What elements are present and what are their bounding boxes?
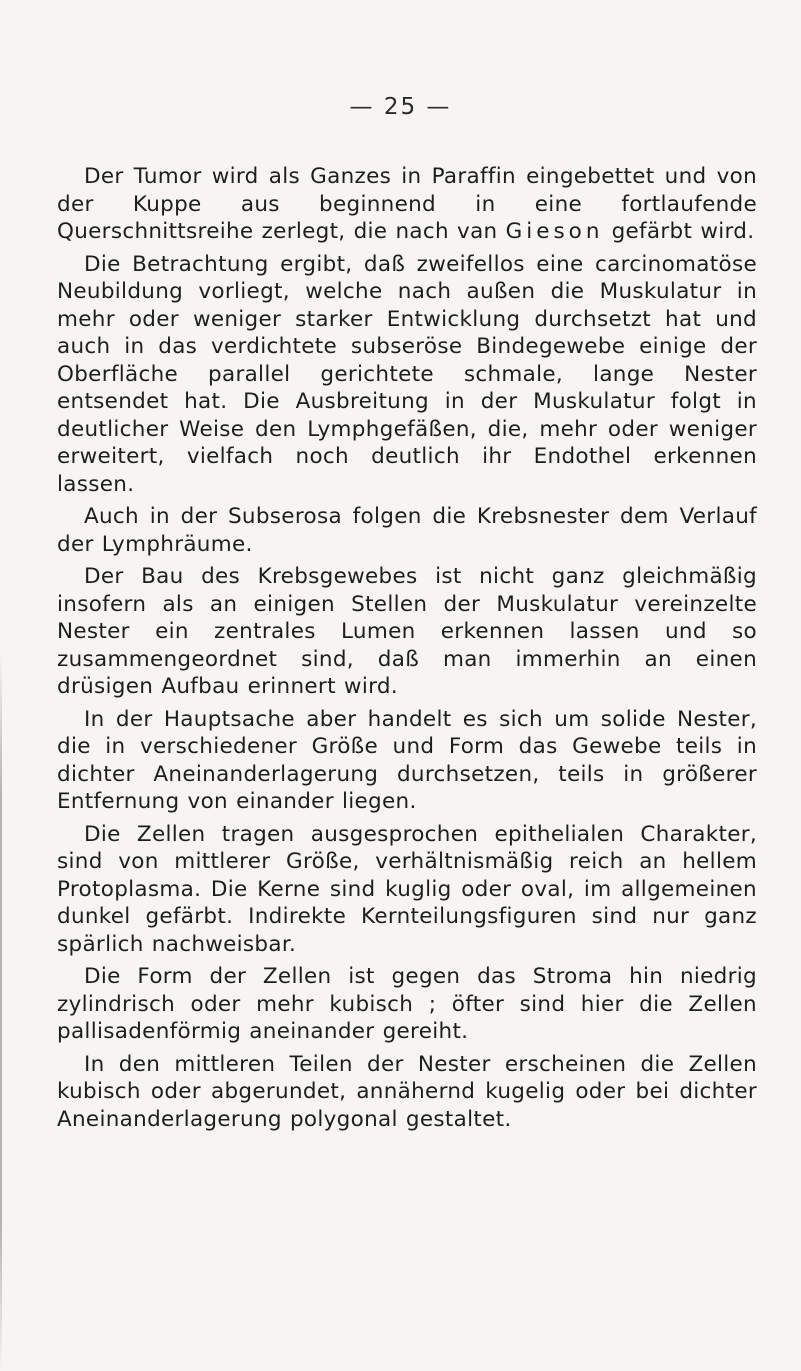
paragraph-4: Der Bau des Krebsgewebes ist nicht ganz gleichmäßig insofern als an einigen Stellen der Muskulatur vereinzelte Nester ein zentrales Lumen erkennen lassen und so zusammengeordnet sind, daß man immerhin an einen drüsigen Aufbau erinnert wird.: [57, 564, 757, 699]
paragraph-8: In den mittleren Teilen der Nester erscheinen die Zellen kubisch oder abgerundet, annähernd kugelig oder bei dichter Aneinanderlagerung polygonal gestaltet.: [57, 1051, 757, 1132]
paragraph-1: [57, 163, 757, 246]
paragraph-1-text-end: gefärbt wird.: [603, 219, 755, 244]
page-number: — 25 —: [349, 94, 452, 120]
paragraph-1-text-start: Der Tumor wird als Ganzes in Paraffin eingebettet und von der Kuppe aus beginnend in eine fortlaufende Querschnittsreihe zerlegt, die nach van: [57, 164, 757, 244]
paragraph-3: Auch in der Subserosa folgen die Krebsnester dem Verlauf der Lymphräume.: [57, 504, 757, 557]
paragraph-2: Die Betrachtung ergibt, daß zweifellos eine carcinomatöse Neubildung vorliegt, welche nach außen die Muskulatur in mehr oder weniger starker Entwicklung durchsetzt hat und auch in das verdichtete subseröse Bindegewebe einige der Oberfläche parallel gerichtete schmale, lange Nester entsendet hat. Die Ausbreitung in der Muskulatur folgt in deutlicher Weise den Lymphgefäßen, die, mehr oder weniger erweitert, vielfach noch deutlich ihr Endothel erkennen lassen.: [57, 251, 757, 497]
scan-edge-shadow: [0, 650, 2, 1371]
author-name-gieson: Gieson: [505, 219, 604, 244]
body-text: [57, 163, 757, 1138]
paragraph-5: In der Hauptsache aber handelt es sich um solide Nester, die in verschiedener Größe und Form das Gewebe teils in dichter Aneinanderlagerung durchsetzen, teils in größerer Entfernung von einander liegen.: [57, 706, 757, 814]
paragraph-6: Die Zellen tragen ausgesprochen epithelialen Charakter, sind von mittlerer Größe, verhältnismäßig reich an hellem Protoplasma. Die Kerne sind kuglig oder oval, im allgemeinen dunkel gefärbt. Indirekte Kernteilungsfiguren sind nur ganz spärlich nachweisbar.: [57, 821, 757, 957]
paragraph-7: Die Form der Zellen ist gegen das Stroma hin niedrig zylindrisch oder mehr kubisch ; öfter sind hier die Zellen pallisadenförmig aneinander gereiht.: [57, 964, 757, 1044]
